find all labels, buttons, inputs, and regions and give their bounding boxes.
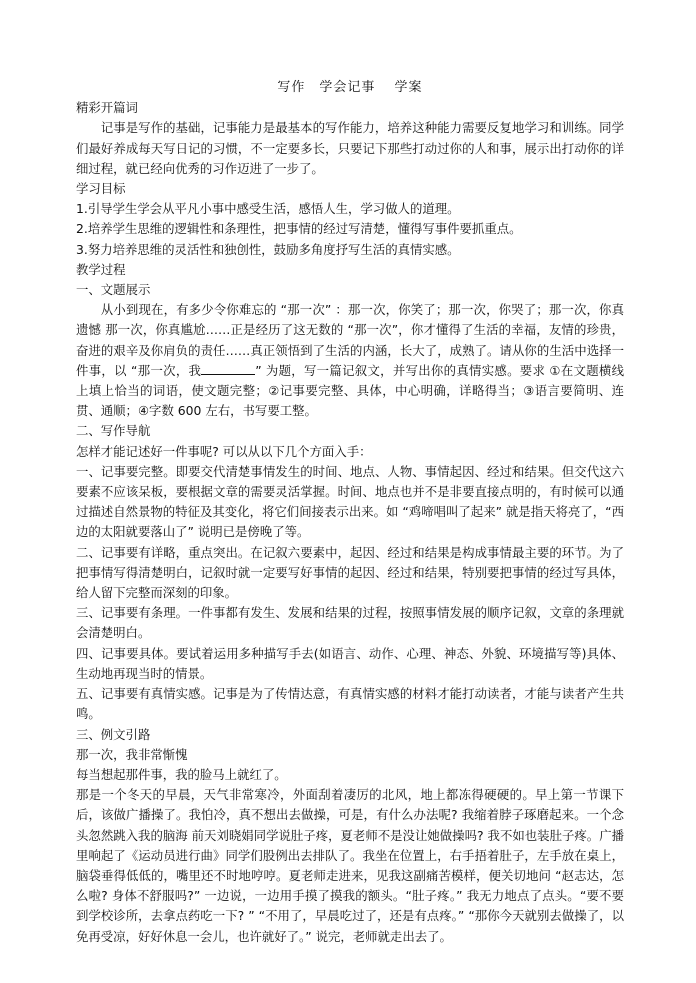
guide-point: 四、记事要具体。要试着运用多种描写手去(如语言、动作、心理、神态、外貌、环境描写等)具体、生动地再现当时的情景。: [76, 645, 624, 681]
prompt-text-before: 从小到现在，有多少令你难忘的 “那一次” ：那一次，你笑了；那一次，你哭了；那一次，你真遗憾 那一次，你真尴尬……正是经历了这无数的 “那一次”，你才懂得了生活的幸福，友情的珍贵，奋进的艰辛及你肩负的责任……真正领悟到了生活的内涵，长大了，成熟了。请从你的生活中选择一件事，以 “那一次，我: [76, 302, 624, 378]
intro-heading: 精彩开篇词: [76, 100, 138, 116]
essay-paragraph: 每当想起那件事，我的脸马上就红了。: [76, 766, 287, 782]
guide-lead: 怎样才能记述好一件事呢? 可以从以下几个方面入手：: [76, 443, 372, 459]
goal-item: 2.培养学生思维的逻辑性和条理性，把事情的经过写清楚，懂得写事件要抓重点。: [76, 221, 522, 237]
goals-heading: 学习目标: [76, 181, 126, 197]
goal-item: 1.引导学生学会从平凡小事中感受生活，感悟人生，学习做人的道理。: [76, 201, 460, 217]
section-heading: 一、文题展示: [76, 282, 151, 298]
prompt-text-after: ” 为题，写一篇记叙文，并写出你的真情实感。要求 ①在文题横线上填上恰当的词语，使文题完整；②记事要完整、具体，中心明确，详略得当；③语言要简明、连贯、通顺；④字数 600 左右，书写要工整。: [76, 362, 625, 419]
section-heading: 二、写作导航: [76, 423, 151, 439]
goal-item: 3.努力培养思维的灵活性和独创性，鼓励多角度抒写生活的真情实感。: [76, 241, 460, 257]
intro-text: 记事是写作的基础，记事能力是最基本的写作能力，培养这种能力需要反复地学习和训练。同学们最好养成每天写日记的习惯，不一定要多长，只要记下那些打动过你的人和事，展示出打动你的详细过程，就已经向优秀的习作迈进了一步了。: [76, 120, 624, 176]
process-heading: 教学过程: [76, 261, 126, 277]
document-page: [76, 78, 624, 947]
title-blank: [201, 362, 255, 375]
essay-paragraph: 那是一个冬天的早晨，天气非常寒冷，外面刮着凄厉的北风，地上都冻得硬硬的。早上第一节课下后，该做广播操了。我怕冷，真不想出去做操，可是，有什么办法呢? 我缩着脖子琢磨起来。一个念头忽然跳入我的脑海 前天刘晓娟同学说肚子疼，夏老师不是没让她做操吗? 我不如也装肚子疼。广播里响起了《运动员进行曲》同学们股例出去排队了。我坐在位置上，右手捂着肚子，左手放在桌上，脑袋垂得低低的，嘴里还不时地哼哼。夏老师走进来，见我这副痛苦模样，便关切地问 “赵志达，怎么啦? 身体不舒服吗?” 一边说，一边用手摸了摸我的额头。“肚子疼。” 我无力地点了点头。“要不要到学校诊所，去拿点药吃一下? ” “不用了，早晨吃过了，还是有点疼。” “那你今天就别去做操了，以免再受凉，好好休息一会儿，也许就好了。” 说完，老师就走出去了。: [76, 787, 624, 944]
essay-title: 那一次，我非常惭愧: [76, 746, 188, 762]
guide-point: 三、记事要有条理。一件事都有发生、发展和结果的过程，按照事情发展的顺序记叙，文章的条理就会清楚明白。: [76, 605, 624, 641]
guide-point: 一、记事要完整。即要交代清楚事情发生的时间、地点、人物、事情起因、经过和结果。但交代这六要素不应该呆板，要根据文章的需要灵活掌握。时间、地点也并不是非要直接点明的，有时候可以通过描述自然景物的特征及其变化，将它们间接表示出来。如 “鸡啼唱叫了起来” 就是指天将亮了，“西边的太阳就要落山了” 说明已是傍晚了等。: [76, 463, 624, 540]
essay-prompt: [76, 300, 624, 421]
section-heading: 三、例文引路: [76, 726, 151, 742]
guide-point: 二、记事要有详略，重点突出。在记叙六要素中，起因、经过和结果是构成事情最主要的环节。为了把事情写得清楚明白，记叙时就一定要写好事情的起因、经过和结果，特别要把事情的经过写具体，给人留下完整而深刻的印象。: [76, 544, 624, 601]
guide-point: 五、记事要有真情实感。记事是为了传情达意，有真情实感的材料才能打动读者，才能与读者产生共鸣。: [76, 686, 624, 722]
document-title: 写作 学会记事 学案: [277, 80, 423, 95]
